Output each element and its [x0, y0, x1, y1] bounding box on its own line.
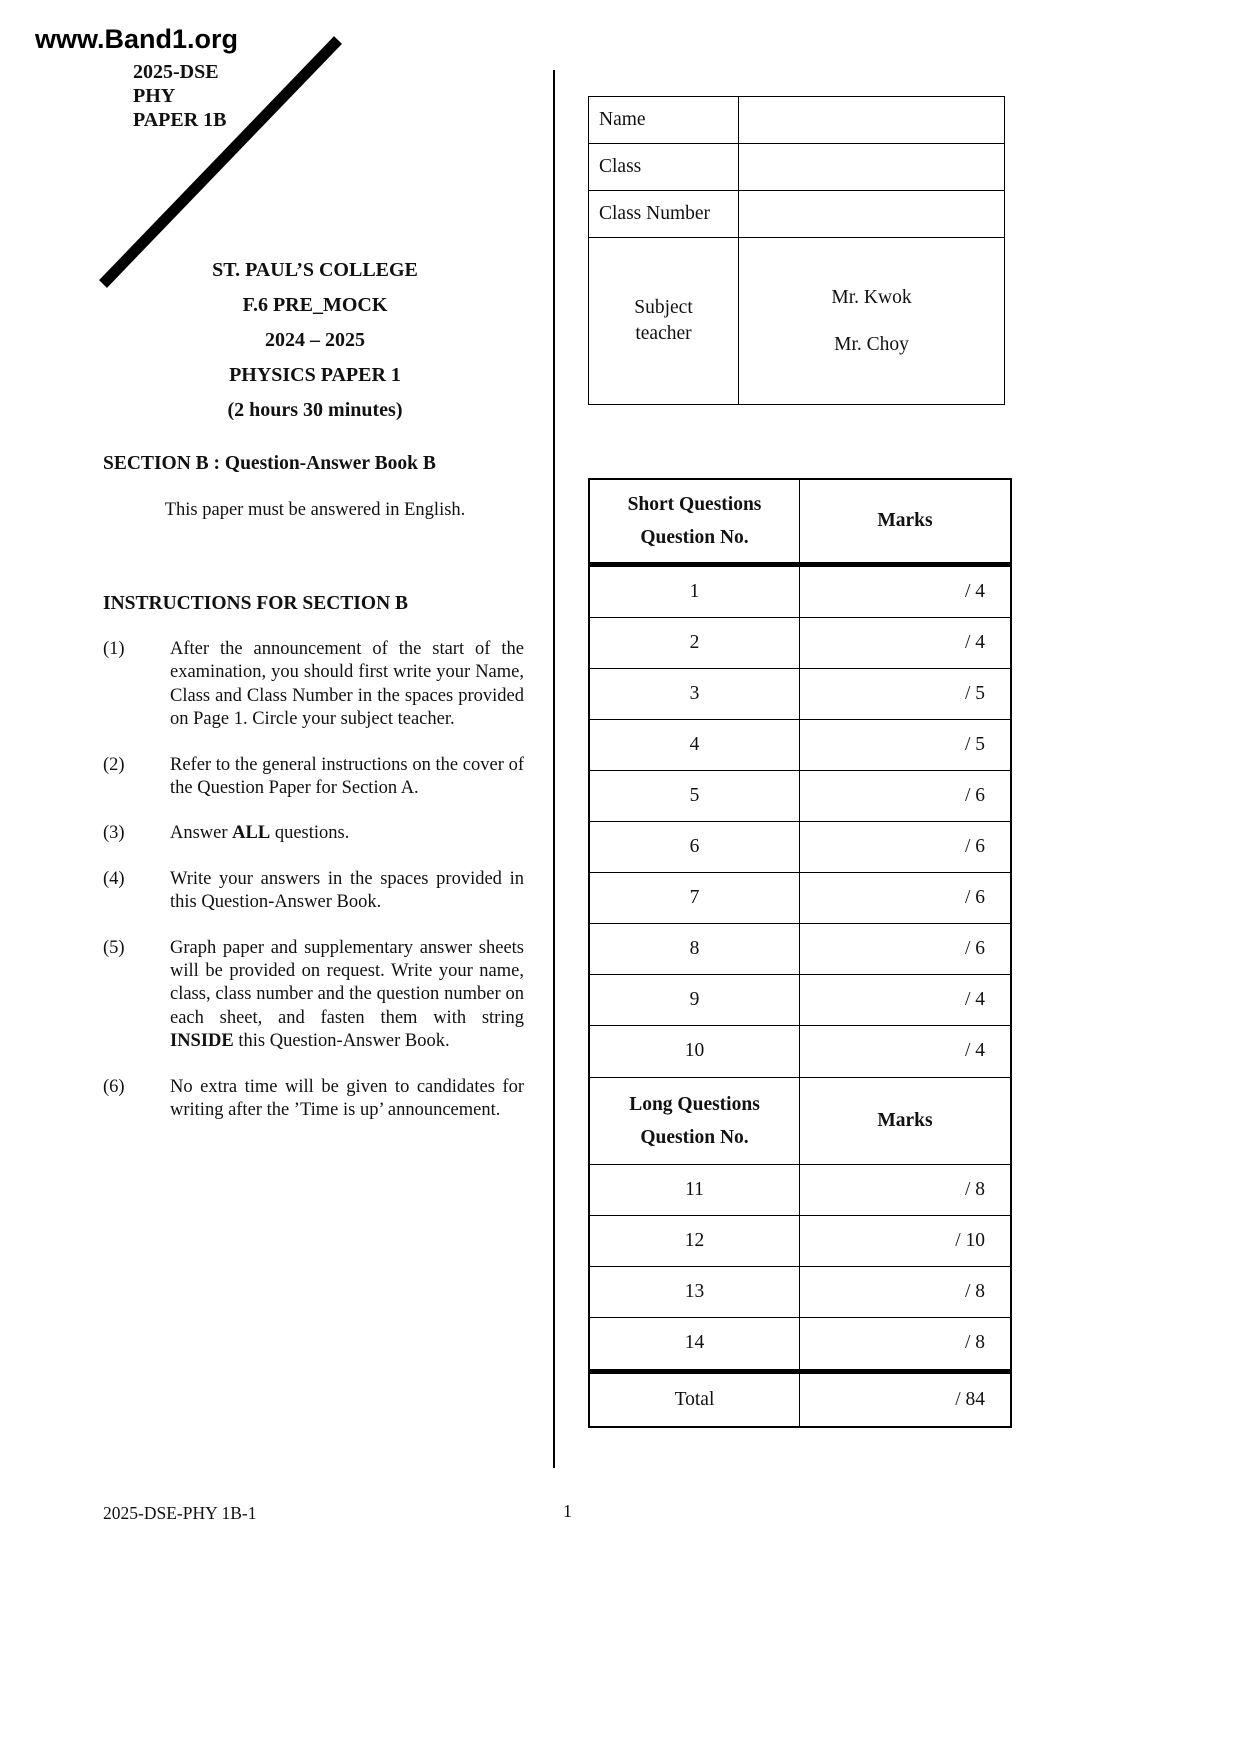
instruction-text: After the announcement of the start of the examination, you should first write your Name, Class and Class Number in the spaces provided on Page 1. Circle your subject teacher. — [170, 639, 524, 730]
question-number: 5 — [590, 771, 800, 821]
question-marks: / 4 — [964, 1040, 985, 1061]
instruction-text: Refer to the general instructions on the cover of the Question Paper for Section A. — [170, 754, 524, 799]
question-number: 8 — [590, 924, 800, 974]
watermark-text: www.Band1.org — [35, 24, 239, 54]
paper-code-subject: PHY — [133, 85, 176, 107]
instructions-list — [103, 638, 524, 1145]
instruction-item-1 — [103, 638, 524, 732]
exam-year: 2024 – 2025 — [265, 329, 365, 351]
title-block — [100, 253, 530, 428]
question-marks: / 8 — [964, 1280, 985, 1302]
vertical-divider-line — [553, 70, 555, 1468]
table-row-q5 — [590, 771, 1010, 822]
short-questions-header: Short Questions Question No. — [590, 480, 800, 562]
name-input-cell — [739, 97, 1004, 143]
class-row — [589, 144, 1004, 191]
footer-document-code: 2025-DSE-PHY 1B-1 — [103, 1503, 257, 1523]
table-row-q11 — [590, 1165, 1010, 1216]
teacher-name-2: Mr. Choy — [834, 333, 909, 355]
question-marks: / 6 — [964, 937, 985, 959]
class-input-cell — [739, 144, 1004, 190]
instruction-item-5 — [103, 937, 524, 1054]
long-questions-header-row — [590, 1077, 1010, 1165]
question-marks: / 4 — [964, 988, 985, 1010]
paper-code-year: 2025-DSE — [133, 61, 219, 83]
table-row-q3 — [590, 669, 1010, 720]
table-row-q6 — [590, 822, 1010, 873]
question-marks: / 10 — [955, 1229, 985, 1251]
footer-page-number: 1 — [563, 1501, 572, 1521]
class-number-label: Class Number — [589, 191, 739, 237]
marks-header: Marks — [877, 1109, 933, 1131]
name-label: Name — [589, 97, 739, 143]
exam-name: F.6 PRE_MOCK — [242, 294, 388, 316]
table-row-q1 — [590, 567, 1010, 618]
question-number: 10 — [590, 1026, 800, 1077]
table-row-q7 — [590, 873, 1010, 924]
instruction-number: (1) — [103, 639, 125, 659]
question-number: 12 — [590, 1216, 800, 1266]
question-marks: / 8 — [964, 1332, 985, 1353]
paper-code-block — [133, 60, 227, 132]
question-marks: / 5 — [964, 733, 985, 755]
table-row-q13 — [590, 1267, 1010, 1318]
teacher-name-1: Mr. Kwok — [831, 286, 912, 308]
paper-duration: (2 hours 30 minutes) — [227, 399, 403, 421]
language-note: This paper must be answered in English. — [164, 500, 466, 520]
question-marks: / 4 — [964, 631, 985, 653]
instruction-number: (6) — [103, 1076, 125, 1097]
instruction-text: Answer ALL questions. — [170, 823, 350, 844]
question-number: 4 — [590, 720, 800, 770]
class-number-input-cell — [739, 191, 1004, 237]
instruction-number: (5) — [103, 937, 125, 958]
question-number: 11 — [590, 1165, 800, 1215]
instruction-item-6 — [103, 1076, 524, 1123]
question-number: 2 — [590, 618, 800, 668]
question-number: 9 — [590, 975, 800, 1025]
subject-teacher-row — [589, 238, 1004, 404]
total-label: Total — [590, 1374, 800, 1426]
marks-header: Marks — [877, 510, 933, 531]
subject-teacher-label: Subject teacher — [589, 238, 739, 404]
table-row-q8 — [590, 924, 1010, 975]
class-label: Class — [589, 144, 739, 190]
student-info-table — [588, 96, 1005, 405]
question-number: 1 — [590, 567, 800, 617]
instruction-item-3 — [103, 822, 524, 845]
marks-table — [588, 478, 1012, 1428]
question-number: 14 — [590, 1318, 800, 1369]
total-marks: / 84 — [955, 1389, 985, 1410]
question-number: 7 — [590, 873, 800, 923]
instruction-number: (3) — [103, 823, 125, 844]
instruction-number: (4) — [103, 868, 125, 889]
table-row-q4 — [590, 720, 1010, 771]
question-marks: / 5 — [964, 682, 985, 704]
question-number: 13 — [590, 1267, 800, 1317]
instruction-number: (2) — [103, 754, 125, 775]
subject-teacher-cell — [739, 238, 1004, 404]
question-marks: / 6 — [964, 886, 985, 908]
table-row-q10 — [590, 1026, 1010, 1077]
question-marks: / 6 — [964, 835, 985, 857]
question-marks: / 6 — [964, 784, 985, 806]
school-name: ST. PAUL’S COLLEGE — [212, 259, 418, 281]
table-row-q14 — [590, 1318, 1010, 1369]
total-row — [590, 1374, 1010, 1426]
class-number-row — [589, 191, 1004, 238]
instruction-text: No extra time will be given to candidates for writing after the ’Time is up’ announcement. — [170, 1076, 524, 1121]
section-heading: SECTION B : Question-Answer Book B — [103, 453, 436, 474]
instructions-heading: INSTRUCTIONS FOR SECTION B — [103, 593, 409, 614]
paper-title: PHYSICS PAPER 1 — [229, 364, 401, 386]
table-row-q12 — [590, 1216, 1010, 1267]
question-number: 3 — [590, 669, 800, 719]
instruction-item-2 — [103, 754, 524, 801]
question-marks: / 4 — [964, 580, 985, 602]
paper-code-paper: PAPER 1B — [133, 109, 227, 131]
name-row — [589, 97, 1004, 144]
question-number: 6 — [590, 822, 800, 872]
table-row-q2 — [590, 618, 1010, 669]
question-marks: / 8 — [964, 1178, 985, 1200]
instruction-item-4 — [103, 868, 524, 915]
instruction-text: Write your answers in the spaces provided in this Question-Answer Book. — [170, 868, 524, 913]
instruction-text: Graph paper and supplementary answer sheets will be provided on request. Write your name, class, class number and the question number on each sheet, and fasten them with string INSIDE this Question-Answer Book. — [170, 937, 524, 1052]
long-questions-header: Long Questions Question No. — [590, 1078, 800, 1164]
short-questions-header-row — [590, 480, 1010, 562]
table-row-q9 — [590, 975, 1010, 1026]
